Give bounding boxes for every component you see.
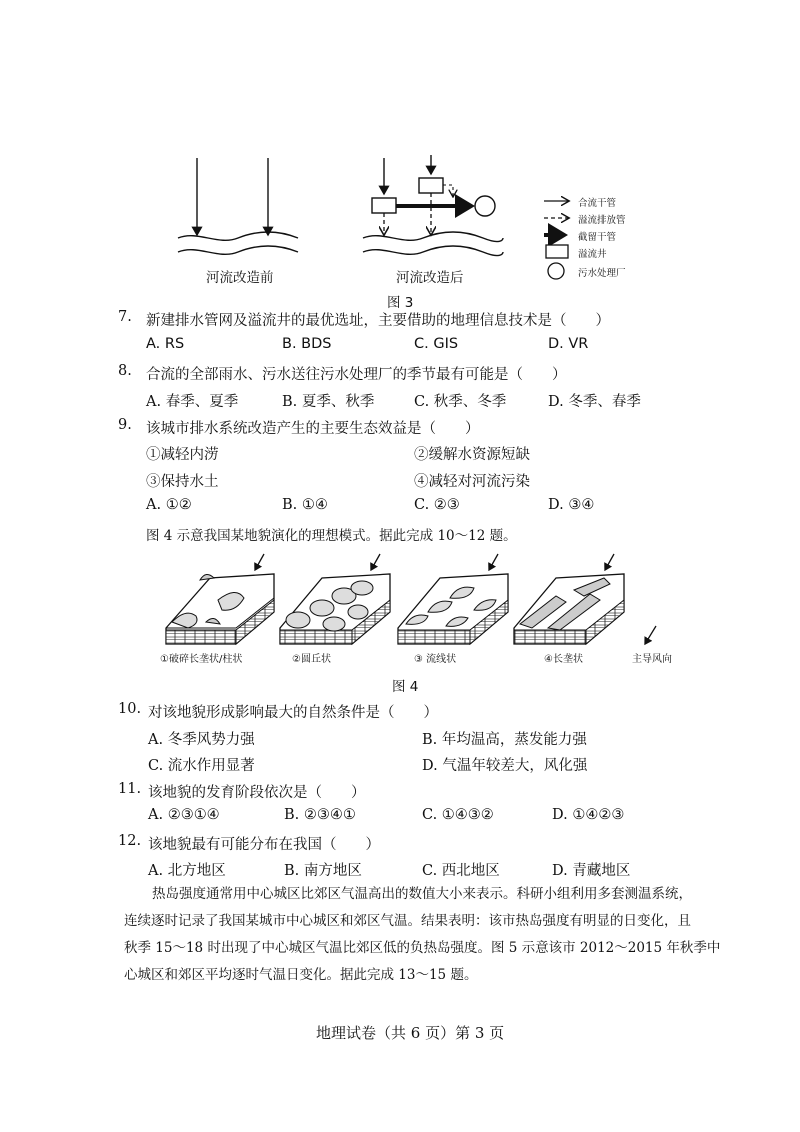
legend-overflow-pipe: 溢流排放管: [578, 215, 626, 226]
passage-line-1: 热岛强度通常用中心城区比郊区气温高出的数值大小来表示。科研小组利用多套测温系统，: [152, 886, 692, 902]
river-after-diagram: [363, 155, 503, 256]
q9-option-c: C. ②③: [414, 497, 460, 513]
wind-label: 主导风向: [632, 654, 672, 665]
river-bank-lower: [178, 246, 298, 254]
q9-stem: 该城市排水系统改造产生的主要生态效益是（ ）: [146, 421, 480, 437]
label-after: 河流改造后: [396, 270, 464, 286]
wind-direction-arrow: [645, 626, 656, 644]
passage-line-2: 连续逐时记录了我国某城市中心城区和郊区气温。结果表明：该市热岛强度有明显的日变化，且: [124, 913, 691, 929]
q9-option-a: A. ①②: [146, 497, 192, 513]
figure4-caption: 图 4: [392, 679, 419, 695]
q12-option-c: C. 西北地区: [422, 863, 500, 879]
q7-option-d: D. VR: [548, 336, 589, 352]
figure3-diagram: [0, 0, 800, 300]
rectangle-icon: [546, 245, 568, 258]
q7-stem: 新建排水管网及溢流井的最优选址，主要借助的地理信息技术是（ ）: [146, 313, 610, 329]
figure4-intro: 图 4 示意我国某地貌演化的理想模式。据此完成 10～12 题。: [146, 528, 517, 544]
q11-option-a: A. ②③①④: [148, 807, 220, 823]
legend-overflow-well: 溢流井: [578, 249, 607, 260]
q11-option-c: C. ①④③②: [422, 807, 494, 823]
q7-option-a: A. RS: [146, 336, 185, 352]
q10-stem: 对该地貌形成影响最大的自然条件是（ ）: [148, 705, 438, 721]
q8-option-b: B. 夏季、秋季: [282, 394, 375, 410]
legend-sewage-plant: 污水处理厂: [578, 268, 626, 279]
q9-item-2: ②缓解水资源短缺: [414, 447, 530, 463]
q11-number: 11.: [118, 781, 142, 797]
q12-option-a: A. 北方地区: [148, 863, 226, 879]
overflow-well-box: [419, 178, 443, 193]
block-2-label: ②圆丘状: [292, 654, 331, 665]
q9-item-3: ③保持水土: [146, 474, 219, 490]
q11-option-b: B. ②③④①: [284, 807, 356, 823]
sewage-plant-circle: [475, 196, 495, 216]
q10-option-d: D. 气温年较差大，风化强: [422, 758, 588, 774]
q9-option-b: B. ①④: [282, 497, 328, 513]
label-before: 河流改造前: [206, 270, 274, 286]
q12-stem: 该地貌最有可能分布在我国（ ）: [148, 837, 380, 853]
block-3-label: ③ 流线状: [414, 654, 457, 665]
q10-number: 10.: [118, 701, 142, 717]
page-footer: 地理试卷（共 6 页）第 3 页: [316, 1024, 505, 1042]
passage-line-4: 心城区和郊区平均逐时气温日变化。据此完成 13～15 题。: [124, 967, 478, 983]
q8-option-c: C. 秋季、冬季: [414, 394, 507, 410]
q9-item-4: ④减轻对河流污染: [414, 474, 530, 490]
q11-option-d: D. ①④②③: [552, 807, 625, 823]
q11-stem: 该地貌的发育阶段依次是（ ）: [148, 785, 366, 801]
q12-option-d: D. 青藏地区: [552, 863, 631, 879]
figure3-legend-icons: [544, 201, 568, 279]
q7-number: 7.: [118, 309, 132, 325]
q10-option-b: B. 年均温高，蒸发能力强: [422, 732, 587, 748]
q8-option-d: D. 冬季、春季: [548, 394, 641, 410]
figure3-caption: 图 3: [387, 295, 414, 311]
block-1-label: ①破碎长垄状/柱状: [160, 654, 243, 665]
q9-option-d: D. ③④: [548, 497, 595, 513]
q10-option-c: C. 流水作用显著: [148, 758, 255, 774]
q8-number: 8.: [118, 363, 132, 379]
river-before-diagram: [178, 158, 298, 254]
landform-block-2: [280, 554, 390, 644]
passage-line-3: 秋季 15～18 时出现了中心城区气温比郊区低的负热岛强度。图 5 示意该市 2012～2015 年秋季中: [124, 940, 721, 956]
overflow-well-box: [372, 198, 396, 213]
q12-option-b: B. 南方地区: [284, 863, 362, 879]
q7-option-c: C. GIS: [414, 336, 459, 352]
q12-number: 12.: [118, 833, 142, 849]
circle-icon: [548, 263, 564, 279]
landform-block-4: [514, 554, 624, 644]
figure4-diagram: [0, 550, 800, 670]
landform-block-3: [398, 554, 508, 644]
q10-option-a: A. 冬季风势力强: [148, 732, 255, 748]
legend-combined-pipe: 合流干管: [578, 198, 617, 209]
q8-option-a: A. 春季、夏季: [146, 394, 239, 410]
landform-block-1: [166, 554, 274, 644]
legend-interception-pipe: 截留干管: [578, 232, 617, 243]
block-4-label: ④长垄状: [544, 654, 583, 665]
q9-item-1: ①减轻内涝: [146, 447, 219, 463]
q8-stem: 合流的全部雨水、污水送往污水处理厂的季节最有可能是（ ）: [146, 367, 567, 383]
q7-option-b: B. BDS: [282, 336, 332, 352]
q9-number: 9.: [118, 417, 132, 433]
river-bank-upper: [178, 232, 298, 240]
